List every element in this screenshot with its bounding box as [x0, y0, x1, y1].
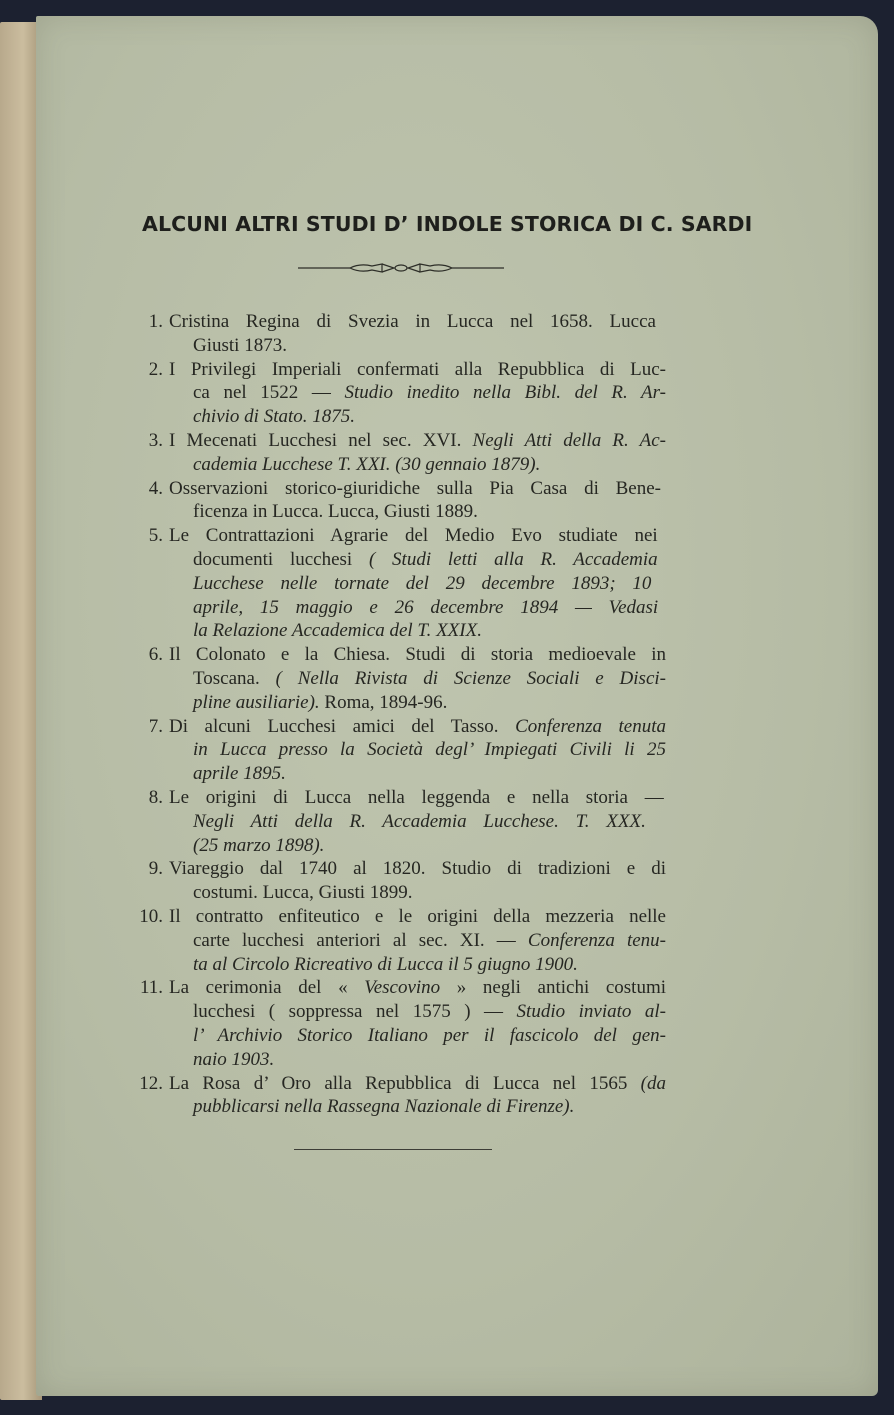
entry-number: 2.	[148, 358, 163, 380]
entry-line	[193, 572, 651, 595]
italic-text: l’ Archivio Storico Italiano per il fascicolo del gen-	[193, 1025, 666, 1046]
page-title: ALCUNI ALTRI STUDI D’ INDOLE STORICA DI C. SARDI	[142, 212, 753, 236]
entry-line	[169, 905, 666, 928]
italic-text: in Lucca presso la Società degl’ Impiegati Civili li 25	[193, 739, 666, 761]
text: Cristina Regina di Svezia in Lucca nel 1658. Lucca	[169, 311, 656, 332]
entry-line	[169, 429, 666, 452]
entry-line	[193, 1000, 666, 1023]
entry-number: 5.	[148, 525, 163, 547]
text: Le Contrattazioni Agrarie del Medio Evo studiate nei	[169, 525, 658, 547]
italic-text: Vescovino	[364, 977, 441, 999]
entry-number: 6.	[148, 644, 163, 666]
entry-line	[169, 715, 666, 738]
entry-line	[193, 334, 287, 357]
italic-text: pubblicarsi nella Rassegna Nazionale di Firenze).	[193, 1096, 575, 1118]
italic-text: Lucchese nelle tornate del 29 decembre 1893; 10	[193, 572, 652, 594]
entry-line	[169, 643, 666, 666]
entry-line	[193, 405, 355, 428]
entry-line	[193, 953, 578, 976]
italic-text: Conferenza tenu-	[527, 929, 666, 951]
entry-line	[193, 762, 286, 785]
text: lucchesi ( soppressa nel 1575 ) —	[193, 1001, 517, 1023]
entry-line	[169, 310, 656, 333]
entry-line	[193, 834, 324, 857]
entry-number: 9.	[148, 858, 163, 880]
entry-line	[193, 619, 482, 642]
italic-text: Conferenza tenuta	[515, 715, 666, 737]
entry-number: 3.	[148, 430, 163, 451]
text: Le origini di Lucca nella leggenda e nella storia —	[169, 787, 664, 808]
entry-number: 7.	[148, 715, 163, 737]
entry-number: 10.	[139, 906, 163, 927]
italic-text: chivio di Stato. 1875.	[193, 406, 356, 428]
text: Roma, 1894-96.	[319, 691, 448, 713]
italic-text: Studio inedito nella Bibl. del R. Ar-	[344, 382, 666, 404]
entry-line	[169, 477, 661, 500]
closing-rule	[294, 1149, 492, 1150]
entry-line	[193, 738, 666, 761]
text: Toscana.	[193, 668, 276, 689]
entry-number: 12.	[139, 1072, 163, 1094]
entry-line	[193, 810, 646, 833]
entry-line	[169, 358, 666, 381]
text: Giusti 1873.	[193, 334, 287, 356]
entry-line	[169, 1072, 666, 1095]
text: ca nel 1522 —	[193, 382, 345, 404]
italic-text: ta al Circolo Ricreativo di Lucca il 5 giugno 1900.	[193, 953, 578, 975]
entry-line	[193, 929, 666, 952]
text: La Rosa d’ Oro alla Repubblica di Lucca nel 1565	[169, 1072, 641, 1094]
text: costumi. Lucca, Giusti 1899.	[193, 882, 413, 904]
entry-line	[193, 1048, 274, 1071]
entry-number: 1.	[148, 311, 163, 332]
text: ficenza in Lucca. Lucca, Giusti 1889.	[193, 501, 478, 523]
italic-text: aprile 1895.	[193, 763, 286, 785]
entry-line	[193, 381, 666, 404]
entry-line	[169, 857, 666, 880]
entry-line	[193, 667, 666, 690]
entry-line	[193, 691, 447, 714]
italic-text: ( Nella Rivista di Scienze Sociali e Disci-	[275, 668, 666, 689]
italic-text: (da	[640, 1072, 666, 1094]
text: Viareggio dal 1740 al 1820. Studio di tradizioni e di	[169, 858, 666, 880]
text: Osservazioni storico-giuridiche sulla Pia Casa di Bene-	[169, 477, 662, 499]
entry-line	[169, 524, 658, 547]
entry-number: 8.	[148, 787, 163, 808]
text: Il Colonato e la Chiesa. Studi di storia medioevale in	[169, 644, 666, 666]
italic-text: Studio inviato al-	[516, 1001, 666, 1023]
entry-line	[193, 1095, 574, 1118]
entry-line	[193, 548, 658, 571]
italic-text: Negli Atti della R. Accademia Lucchese. T. XXX.	[193, 810, 646, 832]
entry-line	[193, 1024, 666, 1047]
entry-number: 4.	[148, 477, 163, 499]
italic-text: aprile, 15 maggio e 26 decembre 1894 — Vedasi	[193, 596, 659, 618]
text: I Privilegi Imperiali confermati alla Repubblica di Luc-	[169, 358, 666, 380]
text: Di alcuni Lucchesi amici del Tasso.	[169, 715, 516, 737]
italic-text: la Relazione Accademica del T. XXIX.	[193, 620, 482, 642]
italic-text: ( Studi letti alla R. Accademia	[368, 549, 658, 570]
italic-text: pline ausiliarie).	[193, 691, 320, 713]
entry-line	[193, 881, 413, 904]
text: » negli antichi costumi	[440, 977, 666, 999]
entry-line	[193, 500, 478, 523]
entry-line	[169, 786, 664, 809]
text: carte lucchesi anteriori al sec. XI. —	[193, 929, 528, 951]
text: Il contratto enfiteutico e le origini della mezzeria nelle	[169, 906, 666, 927]
italic-text: (25 marzo 1898).	[193, 834, 325, 856]
text: La cerimonia del «	[169, 977, 365, 999]
entry-number: 11.	[139, 977, 163, 999]
entry-line	[169, 976, 666, 999]
entry-line	[193, 596, 658, 619]
italic-text: Negli Atti della R. Ac-	[472, 430, 666, 451]
italic-text: cademia Lucchese T. XXI. (30 gennaio 1879).	[193, 453, 541, 475]
entry-line	[193, 453, 540, 476]
text: I Mecenati Lucchesi nel sec. XVI.	[169, 430, 473, 451]
italic-text: naio 1903.	[193, 1048, 275, 1070]
text: documenti lucchesi	[193, 549, 369, 570]
